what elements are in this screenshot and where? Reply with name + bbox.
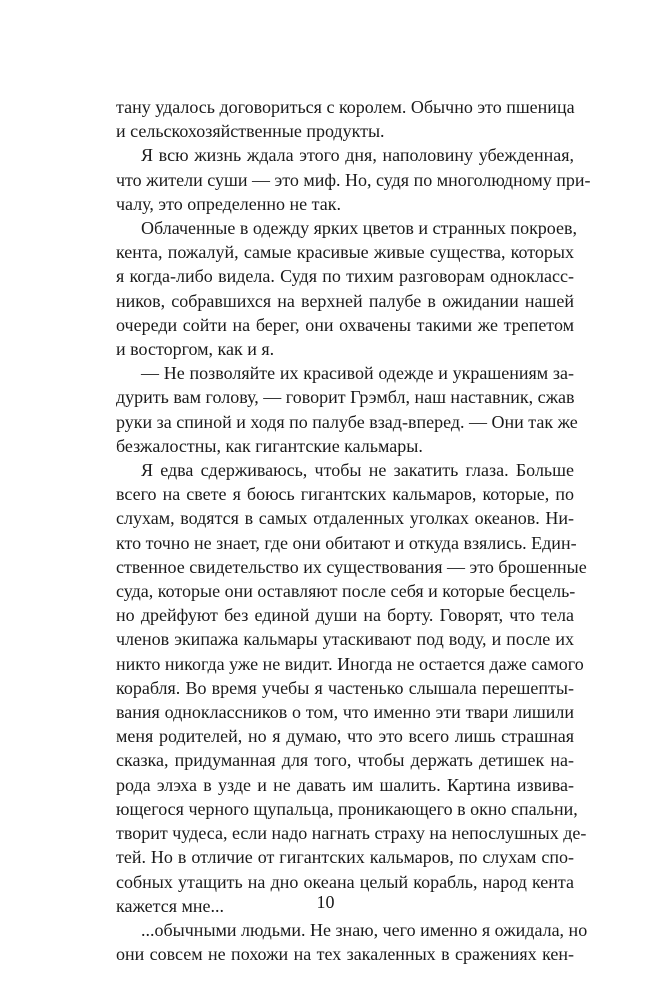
text-line: корабля. Во время учебы я частенько слышала перешепты- [116,677,574,698]
text-line: я когда-либо видела. Судя по тихим разговорам однокласс- [116,266,574,287]
text-line: ников, собравшихся на верхней палубе в ожидании нашей [116,290,574,311]
text-line: тей. Но в отличие от гигантских кальмаров, по слухам спо- [116,847,574,868]
text-line: творит чудеса, если надо нагнать страху на непослушных де- [116,823,587,844]
text-line: тану удалось договориться с королем. Обычно это пшеница [116,97,575,117]
text-line: кажется мне... [116,895,225,916]
text-line: суда, которые они оставляют после себя и которые бесцель- [116,581,576,602]
text-line: слухам, водятся в самых отдаленных уголках океанов. Ни- [116,508,574,529]
text-line: очереди сойти на берег, они охвачены такими же трепетом [116,314,574,335]
text-line: ственное свидетельство их существования — это брошенные [116,556,587,577]
text-line: безжалостны, как гигантские кальмары. [116,435,423,456]
text-line: никто никогда уже не видит. Иногда не остается даже самого [116,653,584,674]
page-number: 10 [316,892,335,912]
text-line: чалу, это определенно не так. [116,193,341,214]
text-line: ющегося черного щупальца, проникающего в окно спальни, [116,798,578,819]
text-line: что жители суши — это миф. Но, судя по многолюдному при- [116,169,591,190]
text-line: и сельскохозяйственные продукты. [116,121,385,142]
text-line: Я едва сдерживаюсь, чтобы не закатить глаза. Больше [141,460,574,481]
text-line: всего на свете я боюсь гигантских кальмаров, которые, по [116,484,574,505]
text-line: и восторгом, как и я. [116,339,275,360]
text-line: — Не позволяйте их красивой одежде и украшениям за- [141,363,574,384]
text-line: сказка, придуманная для того, чтобы держать детишек на- [116,750,574,771]
text-line: Я всю жизнь ждала этого дня, наполовину убежденная, [141,145,574,166]
text-line: они совсем не похожи на тех закаленных в сражениях кен- [116,944,574,965]
text-line: кента, пожалуй, самые красивые живые существа, которых [116,242,574,263]
text-line: дурить вам голову, — говорит Грэмбл, наш наставник, сжав [116,387,575,408]
text-line: рода элэха в узде и не давать им шалить. Картина извива- [116,774,574,795]
text-line: руки за спиной и ходя по палубе взад-вперед. — Они так же [116,411,578,432]
text-line: меня родителей, но я думаю, что это всего лишь страшная [116,726,574,747]
text-line: кто точно не знает, где они обитают и откуда взялись. Един- [116,532,577,553]
text-line: собных утащить на дно океана целый корабль, народ кента [116,871,574,892]
text-line: вания одноклассников о том, что именно эти твари лишили [116,702,574,723]
text-line: но дрейфуют без единой души на борту. Говорят, что тела [116,605,574,626]
body-text [116,95,591,966]
text-line: Облаченные в одежду ярких цветов и странных покроев, [141,218,578,239]
text-line: членов экипажа кальмары утаскивают под воду, и после их [116,629,574,650]
text-line: ...обычными людьми. Не знаю, чего именно я ожидала, но [141,919,588,940]
